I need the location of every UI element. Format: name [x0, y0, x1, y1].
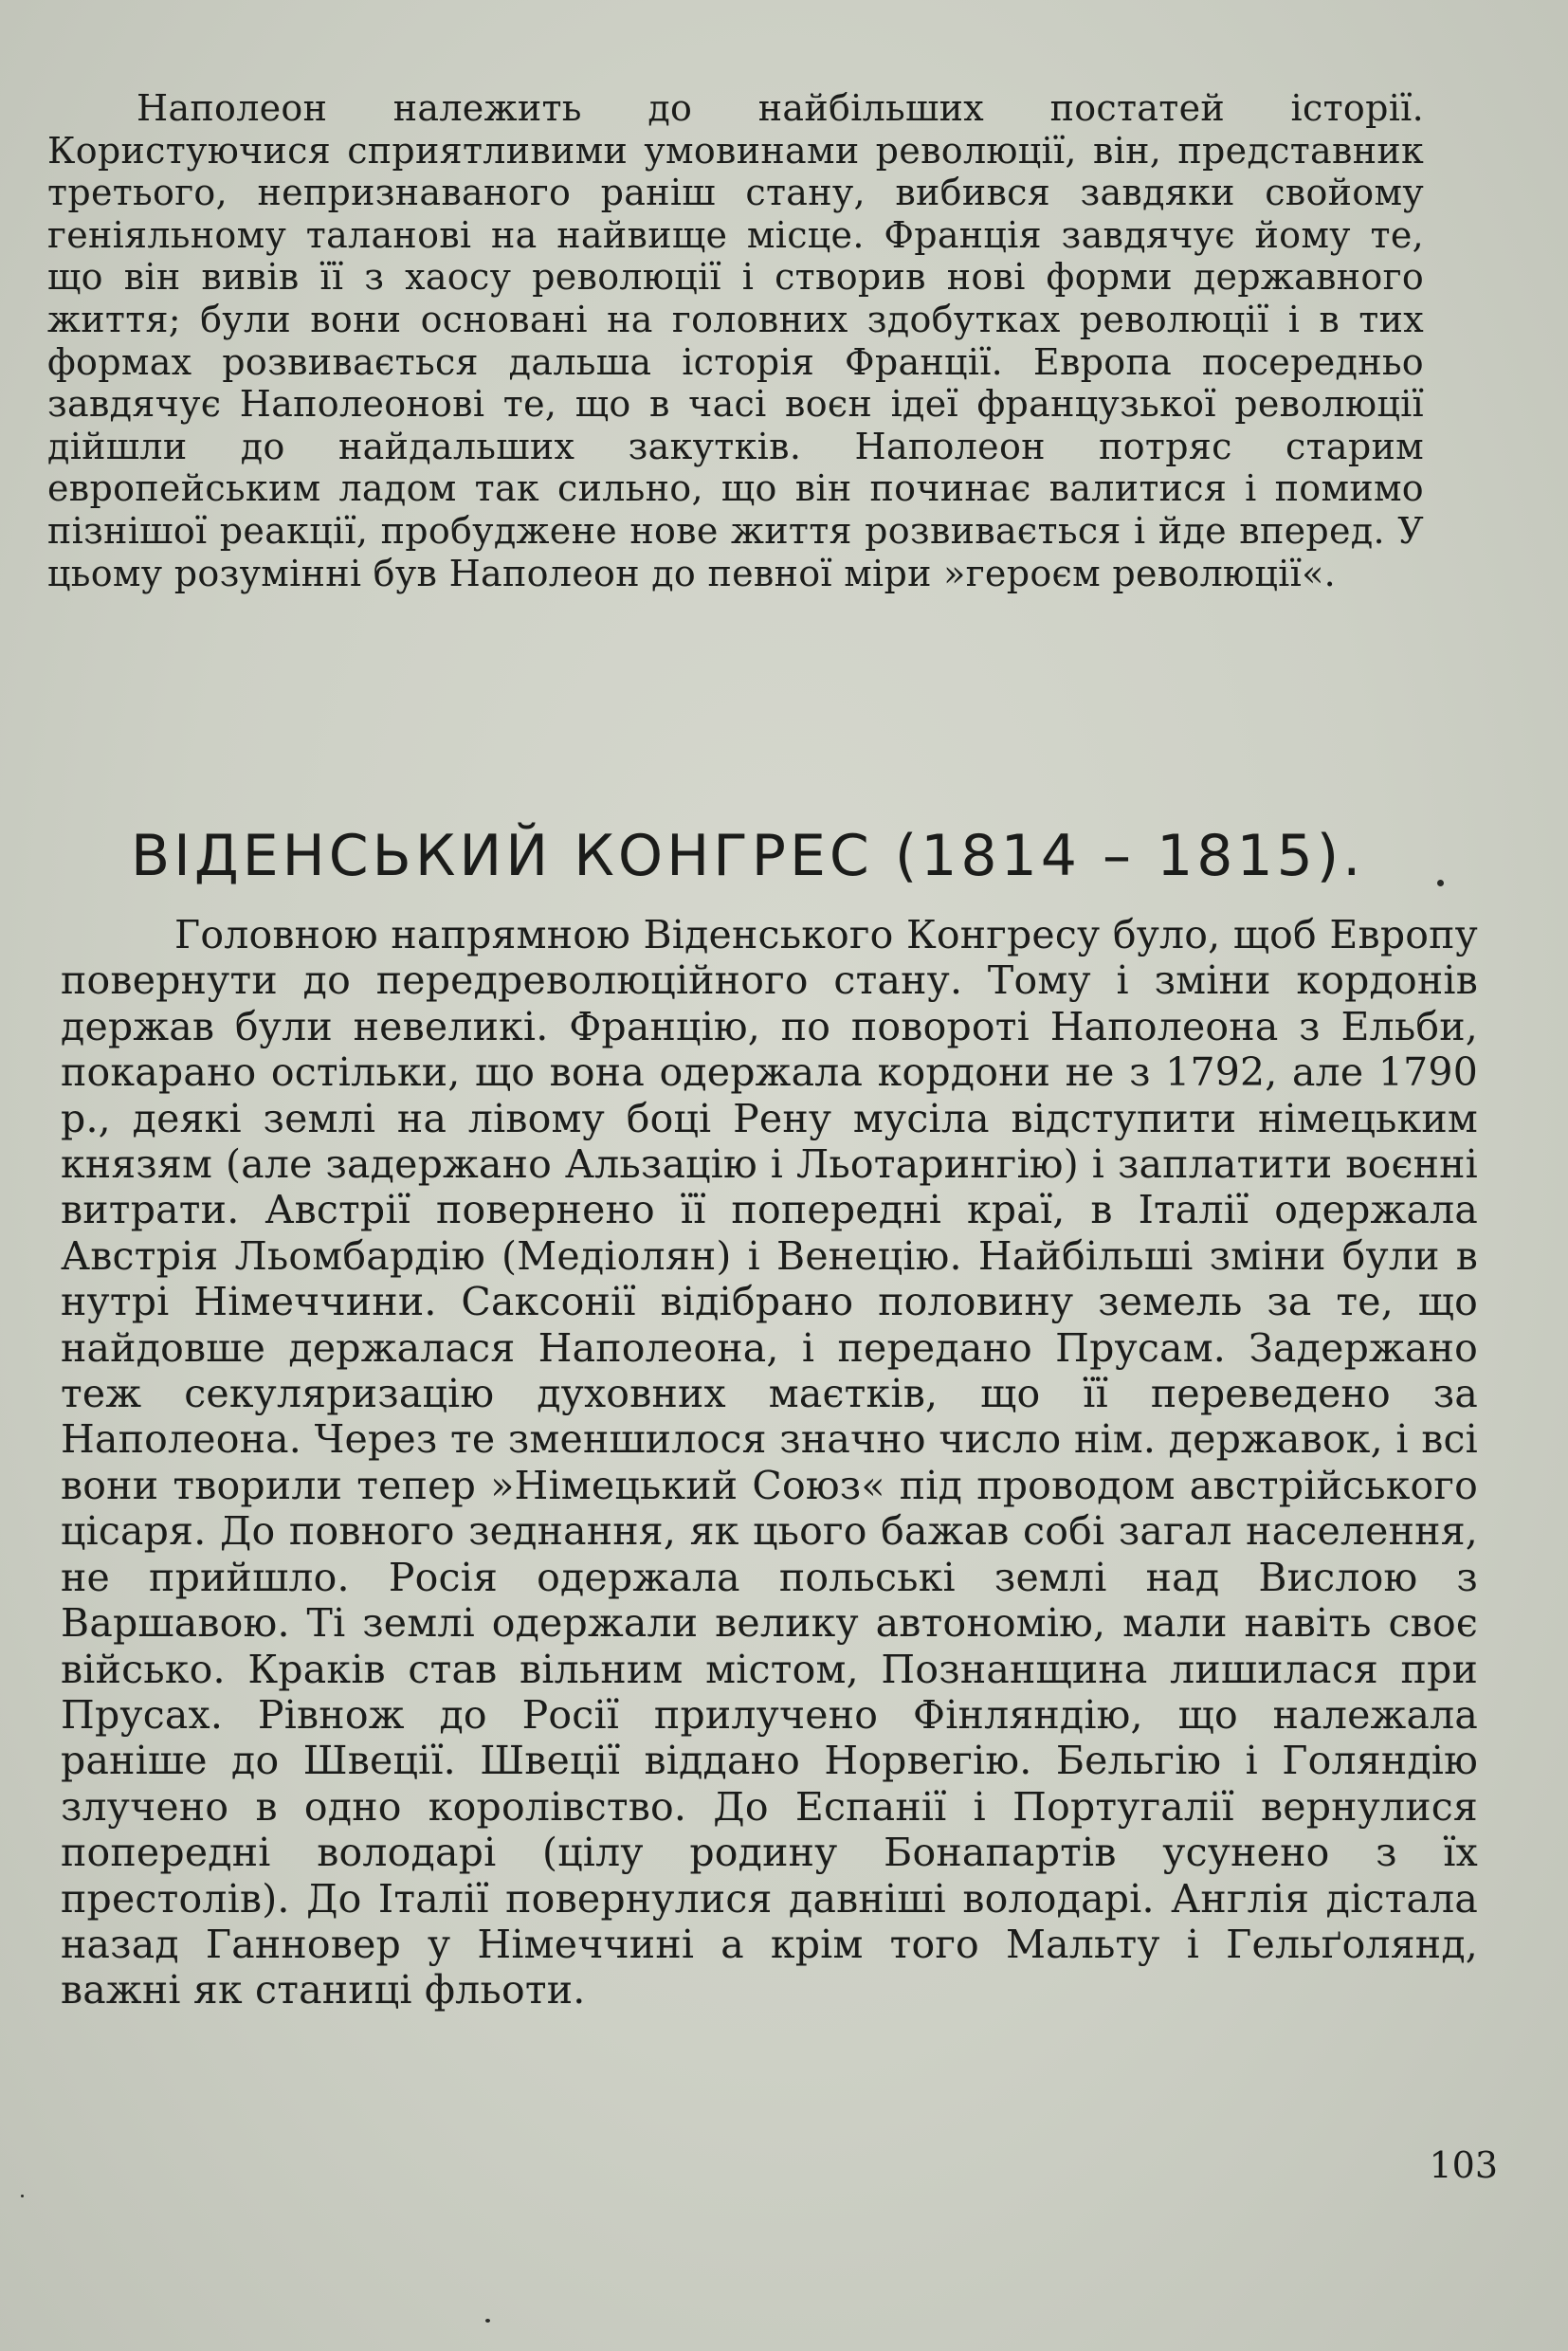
section-title: ВІДЕНСЬКИЙ КОНГРЕС (1814 – 1815).: [131, 823, 1365, 889]
page-number: 103: [1429, 2144, 1498, 2186]
ink-speck: [1437, 880, 1444, 886]
paragraph-napoleon: Наполеон належить до найбільших постатей історії. Користуючися сприятливими умовинами революції, він, представник третього, непризнаваного раніш стану, вибився завдяки свойому геніяльному таланові на найвище місце. Франція завдячує йому те, що він вивів її з хаосу революції і створив нові форми державного життя; були вони основані на головних здобутках революції і в тих формах розвивається дальша історія Франції. Европа посередньо завдячує Наполеонові те, що в часі воєн ідеї французької революції дійшли до найдальших закутків. Наполеон потряс старим европейським ладом так сильно, що він починає валитися і помимо пізнішої реакції, пробуджене нове життя розвивається і йде вперед. У цьому розумінні був Наполеон до певної міри »героєм революції«.: [47, 87, 1424, 594]
ink-speck: [21, 2195, 24, 2197]
paragraph-vienna-congress: Головною напрямною Віденського Конгресу було, щоб Европу повернути до передреволюційного стану. Тому і зміни кордонів держав були невеликі. Францію, по повороті Наполеона з Ельби, покарано остільки, що вона одержала кордони не з 1792, але 1790 р., деякі землі на лівому боці Рену мусіла відступити німецьким князям (але задержано Альзацію і Льотарингію) і заплатити воєнні витрати. Австрії повернено її попередні краї, в Італії одержала Австрія Льомбардію (Медіолян) і Венецію. Найбільші зміни були в нутрі Німеччини. Саксонії відібрано половину земель за те, що найдовше держалася Наполеона, і передано Прусам. Задержано теж секуляризацію духовних маєтків, що її переведено за Наполеона. Через те зменшилося значно число нім. державок, і всі вони творили тепер »Німецький Союз« під проводом австрійського цісаря. До повного зеднання, як цього бажав собі загал населення, не прийшло. Росія одержала польські землі над Вислою з Варшавою. Ті землі одержали велику автономію, мали навіть своє військо. Краків став вільним містом, Познанщина лишилася при Прусах. Рівнож до Росії прилучено Фінляндію, що належала раніше до Швеції. Швеції віддано Норвегію. Бельгію і Голяндію злучено в одно королівство. До Еспанії і Португалії вернулися попередні володарі (цілу родину Бонапартів усунено з їх престолів). До Італії повернулися давніші володарі. Англія дістала назад Ганновер у Німеччині а крім того Мальту і Гельґолянд, важні як станиці фльоти.: [61, 912, 1478, 2014]
ink-speck: [485, 2319, 490, 2323]
